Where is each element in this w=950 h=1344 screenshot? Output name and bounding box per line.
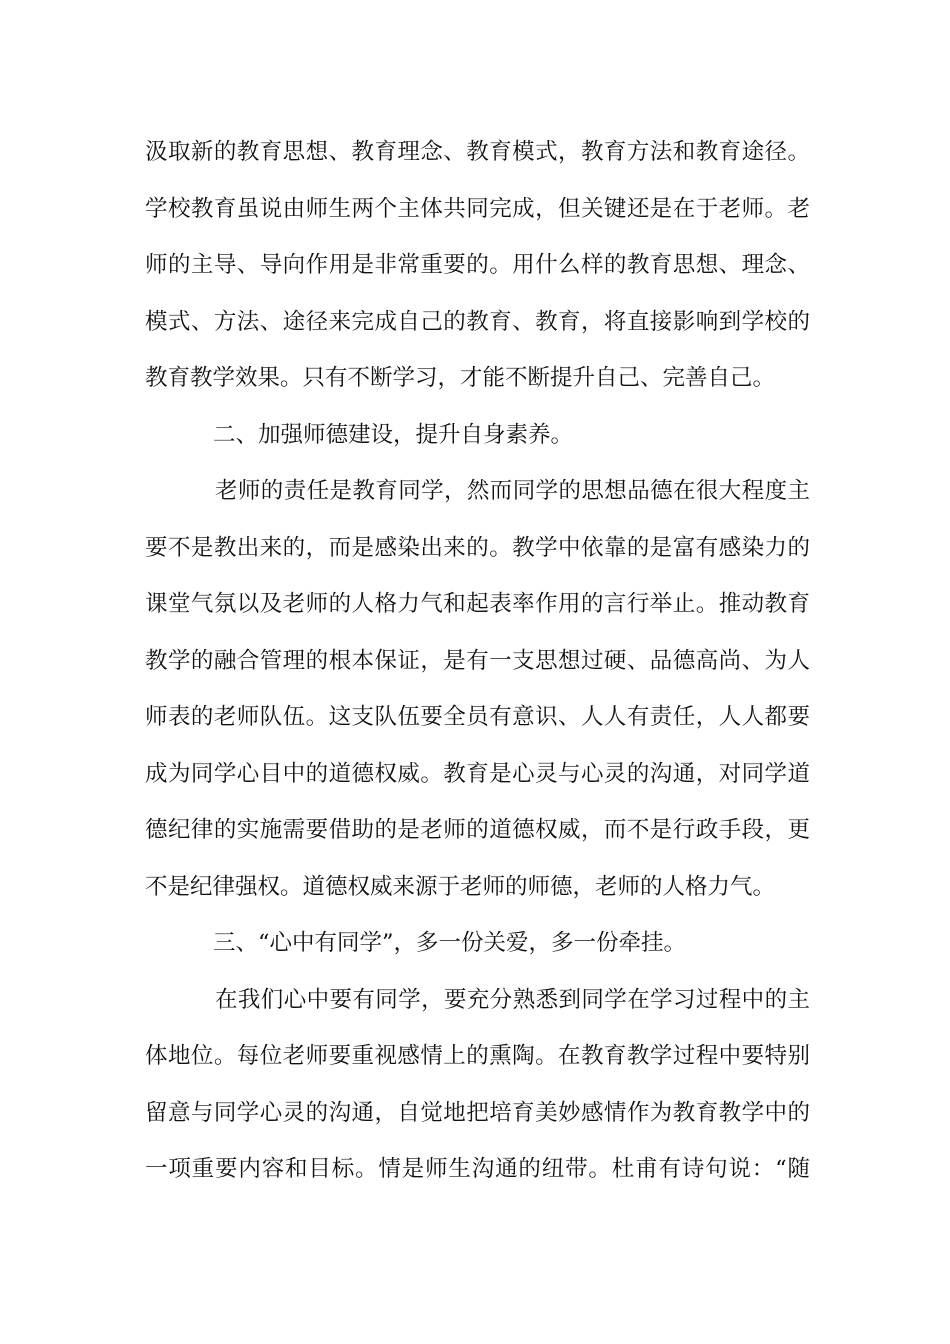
paragraph-line: 在我们心中要有同学，要充分熟悉到同学在学习过程中的主: [215, 986, 810, 1013]
paragraph-line: 教育教学效果。只有不断学习，才能不断提升自己、完善自己。: [145, 365, 776, 391]
paragraph-line: 体地位。每位老师要重视感情上的熏陶。在教育教学过程中要特别: [145, 1043, 810, 1069]
paragraph-line: 德纪律的实施需要借助的是老师的道德权威，而不是行政手段，更: [145, 817, 810, 843]
paragraph-line: 师表的老师队伍。这支队伍要全员有意识、人人有责任，人人都要: [145, 704, 810, 730]
paragraph-line: 模式、方法、途径来完成自己的教育、教育，将直接影响到学校的: [145, 308, 810, 335]
paragraph-line: 一项重要内容和目标。情是师生沟通的纽带。杜甫有诗句说：“随: [145, 1156, 810, 1182]
paragraph-line: 师的主导、导向作用是非常重要的。用什么样的教育思想、理念、: [145, 252, 810, 278]
paragraph-line: 汲取新的教育思想、教育理念、教育模式，教育方法和教育途径。: [145, 139, 810, 165]
paragraph-line: 课堂气氛以及老师的人格力气和起表率作用的言行举止。推动教育: [145, 591, 810, 617]
section-heading-2: 二、加强师德建设，提升自身素养。: [213, 421, 574, 448]
paragraph-line: 留意与同学心灵的沟通，自觉地把培育美妙感情作为教育教学中的: [145, 1099, 810, 1126]
paragraph-line: 学校教育虽说由师生两个主体共同完成，但关键还是在于老师。老: [145, 195, 810, 222]
paragraph-line: 教学的融合管理的根本保证，是有一支思想过硬、品德高尚、为人: [145, 647, 810, 674]
document-body: [145, 124, 810, 1198]
paragraph-line: 不是纪律强权。道德权威来源于老师的师德，老师的人格力气。: [145, 873, 776, 900]
paragraph-line: 要不是教出来的，而是感染出来的。教学中依靠的是富有感染力的: [145, 534, 810, 561]
paragraph-line: 老师的责任是教育同学，然而同学的思想品德在很大程度主: [215, 478, 810, 504]
section-heading-3: 三、“心中有同学”，多一份关爱，多一份牵挂。: [213, 930, 687, 956]
paragraph-line: 成为同学心目中的道德权威。教育是心灵与心灵的沟通，对同学道: [145, 760, 810, 787]
